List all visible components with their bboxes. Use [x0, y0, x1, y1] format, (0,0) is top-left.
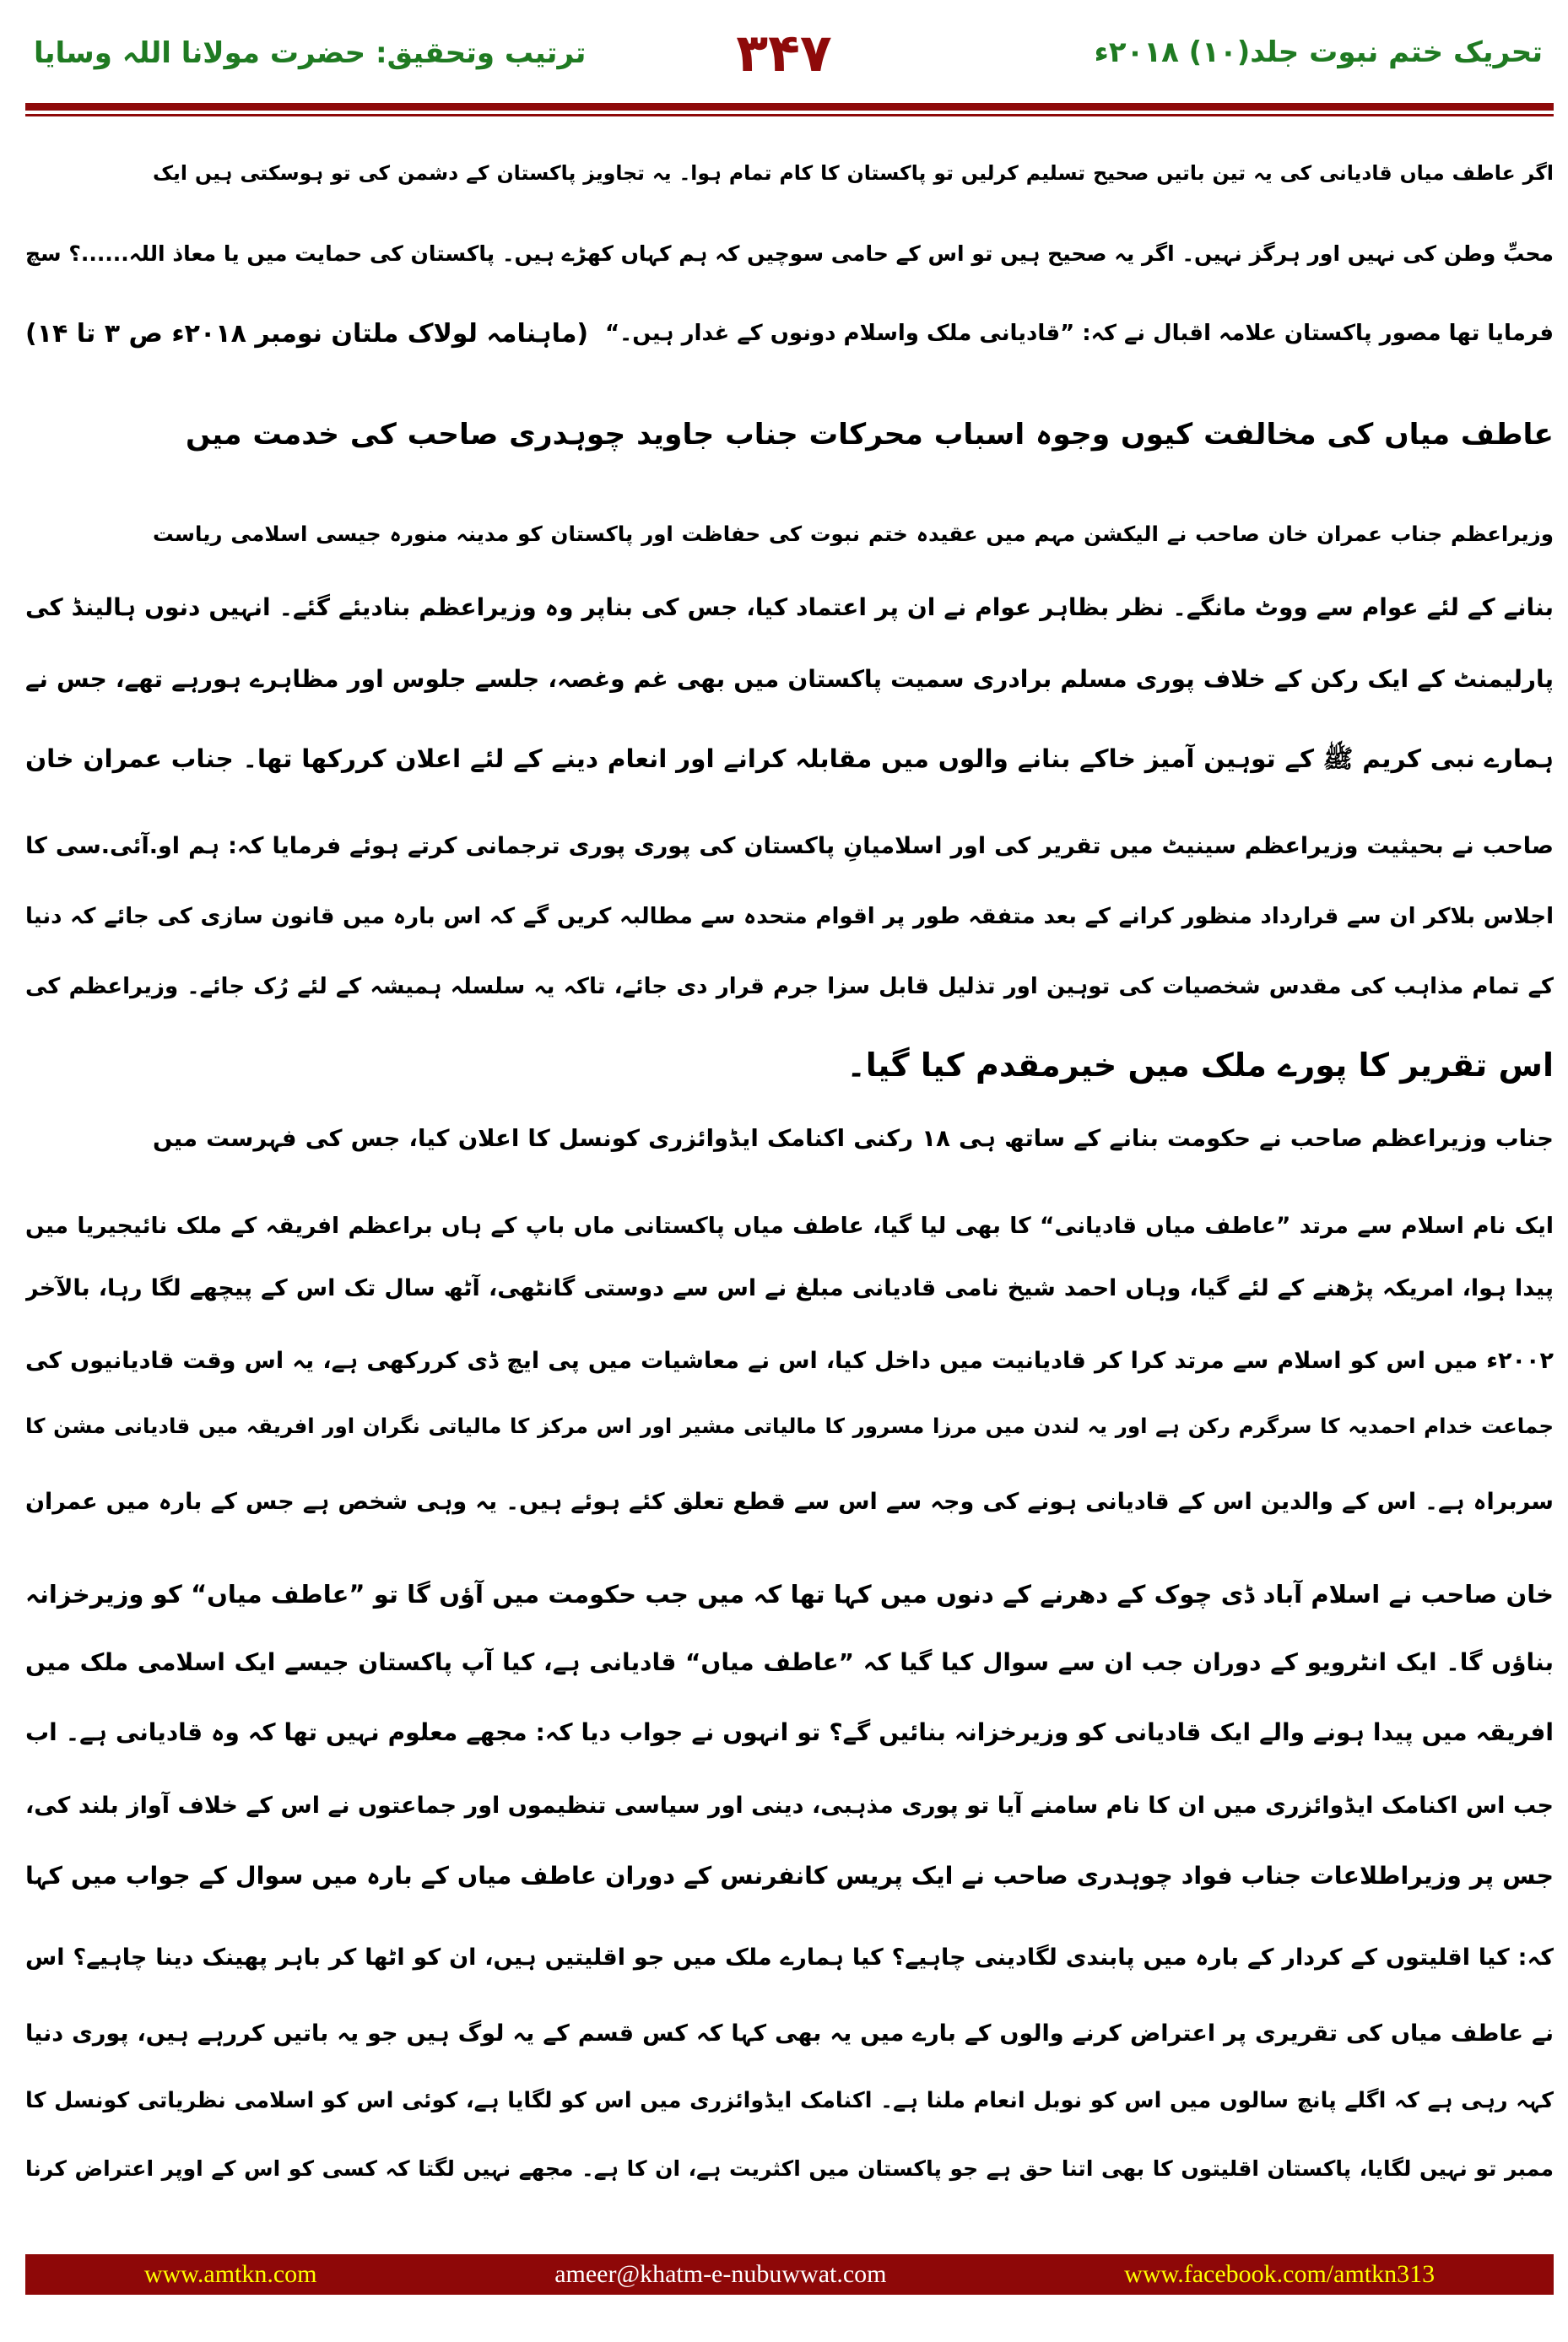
header-divider: [25, 103, 1554, 111]
text-line: ایک نام اسلام سے مرتد ”عاطف میاں قادیانی“ کا بھی لیا گیا، عاطف میاں پاکستانی ماں باپ کے ہاں براعظم افریقہ کے ملک نائیجیریا میں: [25, 1213, 1554, 1239]
text-line: ممبر تو نہیں لگایا، پاکستان اقلیتوں کا بھی اتنا حق ہے جو پاکستان میں اکثریت ہے، ان کا ہے۔ مجھے نہیں لگتا کہ کسی کو اس کے اوپر اعتراض کرنا: [25, 2156, 1554, 2181]
text-line: کہہ رہی ہے کہ اگلے پانچ سالوں میں اس کو نوبل انعام ملنا ہے۔ اکنامک ایڈوائزری میں اس کو لگایا ہے، کوئی اس کو اسلامی نظریاتی کونسل کا: [25, 2088, 1554, 2113]
facebook-link[interactable]: www.facebook.com/amtkn313: [1124, 2260, 1436, 2288]
text-line: پیدا ہوا، امریکہ پڑھنے کے لئے گیا، وہاں احمد شیخ نامی قادیانی مبلغ نے اس سے دوستی گانٹھی، آٹھ سال تک اس کے پیچھے لگا رہا، بالآخر: [25, 1275, 1554, 1301]
website-link[interactable]: www.amtkn.com: [143, 2260, 317, 2288]
text-line: نے عاطف میاں کی تقریری پر اعتراض کرنے والوں کے بارے میں یہ بھی کہا کہ کس قسم کے یہ لوگ ہیں جو یہ باتیں کررہے ہیں، پوری دنیا: [25, 2020, 1554, 2047]
quote-text: فرمایا تھا مصور پاکستان علامہ اقبال نے کہ: ”قادیانی ملک واسلام دونوں کے غدار ہیں۔“: [604, 321, 1554, 346]
citation: (ماہنامہ لولاک ملتان نومبر ۲۰۱۸ء ص ۳ تا ۱۴): [25, 319, 589, 349]
text-line: صاحب نے بحیثیت وزیراعظم سینیٹ میں تقریر کی اور اسلامیانِ پاکستان کی پوری پوری ترجمانی کرتے ہوئے فرمایا کہ: ہم او.آئی.سی کا: [25, 833, 1554, 859]
text-line: جناب وزیراعظم صاحب نے حکومت بنانے کے ساتھ ہی ۱۸ رکنی اکنامک ایڈوائزری کونسل کا اعلان کیا، جس کی فہرست میں: [153, 1125, 1554, 1152]
text-line: بناؤں گا۔ ایک انٹرویو کے دوران جب ان سے سوال کیا گیا کہ ”عاطف میاں“ قادیانی ہے، کیا آپ پاکستان جیسے ایک اسلامی ملک میں: [25, 1648, 1554, 1676]
text-line: جماعت خدام احمدیہ کا سرگرم رکن ہے اور یہ لندن میں مرزا مسرور کا مالیاتی مشیر اور اس مرکز کا مالیاتی نگران اور افریقہ میں قادیانی مشن کا: [25, 1414, 1554, 1438]
compiler-credit: ترتیب وتحقیق: حضرت مولانا اللہ وسایا: [34, 35, 587, 70]
text-line: سربراہ ہے۔ اس کے والدین اس کے قادیانی ہونے کی وجہ سے اس سے قطع تعلق کئے ہوئے ہیں۔ یہ وہی شخص ہے جس کے بارہ میں عمران: [25, 1489, 1554, 1515]
text-line: کہ: کیا اقلیتوں کے کردار کے بارہ میں پابندی لگادینی چاہیے؟ کیا ہمارے ملک میں جو اقلیتیں ہیں، ان کو اٹھا کر باہر پھینک دینا چاہیے؟ اس: [25, 1944, 1554, 1971]
text-line: پارلیمنٹ کے ایک رکن کے خلاف پوری مسلم برادری سمیت پاکستان میں بھی غم وغصہ، جلسے جلوس اور مظاہرے ہورہے تھے، جس نے: [25, 665, 1554, 693]
text-line: ۲۰۰۲ء میں اس کو اسلام سے مرتد کرا کر قادیانیت میں داخل کیا، اس نے معاشیات میں پی ایچ ڈی کررکھی ہے، یہ اس وقت قادیانیوں کی: [25, 1348, 1554, 1374]
text-line-with-citation: [25, 298, 1554, 370]
text-line: اجلاس بلاکر ان سے قرارداد منظور کرانے کے بعد متفقہ طور پر اقوام متحدہ سے مطالبہ کریں گے کہ اس بارہ میں قانون سازی کی جائے کہ دنیا: [25, 904, 1554, 929]
text-line: جس پر وزیراطلاعات جناب فواد چوہدری صاحب نے ایک پریس کانفرنس کے دوران عاطف میاں کے بارہ میں سوال کے جواب میں کہا: [25, 1862, 1554, 1890]
header-divider-thin: [25, 114, 1554, 116]
text-line: جب اس اکنامک ایڈوائزری میں ان کا نام سامنے آیا تو پوری مذہبی، دینی اور سیاسی تنظیموں اور جماعتوں نے اس کے خلاف آواز بلند کی،: [25, 1793, 1554, 1819]
text-line: بنانے کے لئے عوام سے ووٹ مانگے۔ نظر بظاہر عوام نے ان پر اعتماد کیا، جس کی بناپر وہ وزیراعظم بنادیئے گئے۔ انہیں دنوں ہالینڈ کی: [25, 593, 1554, 621]
book-title: تحریک ختم نبوت جلد(۱۰) ۲۰۱۸ء: [1094, 35, 1543, 69]
section-heading: عاطف میاں کی مخالفت کیوں وجوہ اسباب محرکات جناب جاوید چوہدری صاحب کی خدمت میں: [186, 418, 1554, 452]
text-line: کے تمام مذاہب کی مقدس شخصیات کی توہین اور تذلیل قابل سزا جرم قرار دی جائے، تاکہ یہ سلسلہ ہمیشہ کے لئے رُک جائے۔ وزیراعظم کی: [25, 974, 1554, 999]
email-link[interactable]: ameer@khatm-e-nubuwwat.com: [554, 2260, 887, 2288]
text-line: محبِّ وطن کی نہیں اور ہرگز نہیں۔ اگر یہ صحیح ہیں تو اس کے حامی سوچیں کہ ہم کہاں کھڑے ہیں۔ پاکستان کی حمایت میں یا معاذ اللہ......؟ سچ: [25, 241, 1554, 266]
text-line: خان صاحب نے اسلام آباد ڈی چوک کے دھرنے کے دنوں میں کہا تھا کہ میں جب حکومت میں آؤں گا تو ”عاطف میاں“ کو وزیرخزانہ: [25, 1580, 1554, 1609]
footer-bar: [25, 2254, 1554, 2295]
text-line: افریقہ میں پیدا ہونے والے ایک قادیانی کو وزیرخزانہ بنائیں گے؟ تو انہوں نے جواب دیا کہ: مجھے معلوم نہیں تھا کہ وہ قادیانی ہے۔ اب: [25, 1718, 1554, 1746]
text-line: اس تقریر کا پورے ملک میں خیرمقدم کیا گیا۔: [846, 1047, 1554, 1084]
text-line: اگر عاطف میاں قادیانی کی یہ تین باتیں صحیح تسلیم کرلیں تو پاکستان کا کام تمام ہوا۔ یہ تجاویز پاکستان کے دشمن کی تو ہوسکتی ہیں ایک: [153, 161, 1554, 185]
text-line: ہمارے نبی کریم ﷺ کے توہین آمیز خاکے بنانے والوں میں مقابلہ کرانے اور انعام دینے کے لئے اعلان کررکھا تھا۔ جناب عمران خان: [25, 744, 1554, 773]
page-number: ۳۴۷: [736, 21, 832, 84]
text-line: وزیراعظم جناب عمران خان صاحب نے الیکشن مہم میں عقیدہ ختم نبوت کی حفاظت اور پاکستان کو مدینہ منورہ جیسی اسلامی ریاست: [153, 522, 1554, 546]
